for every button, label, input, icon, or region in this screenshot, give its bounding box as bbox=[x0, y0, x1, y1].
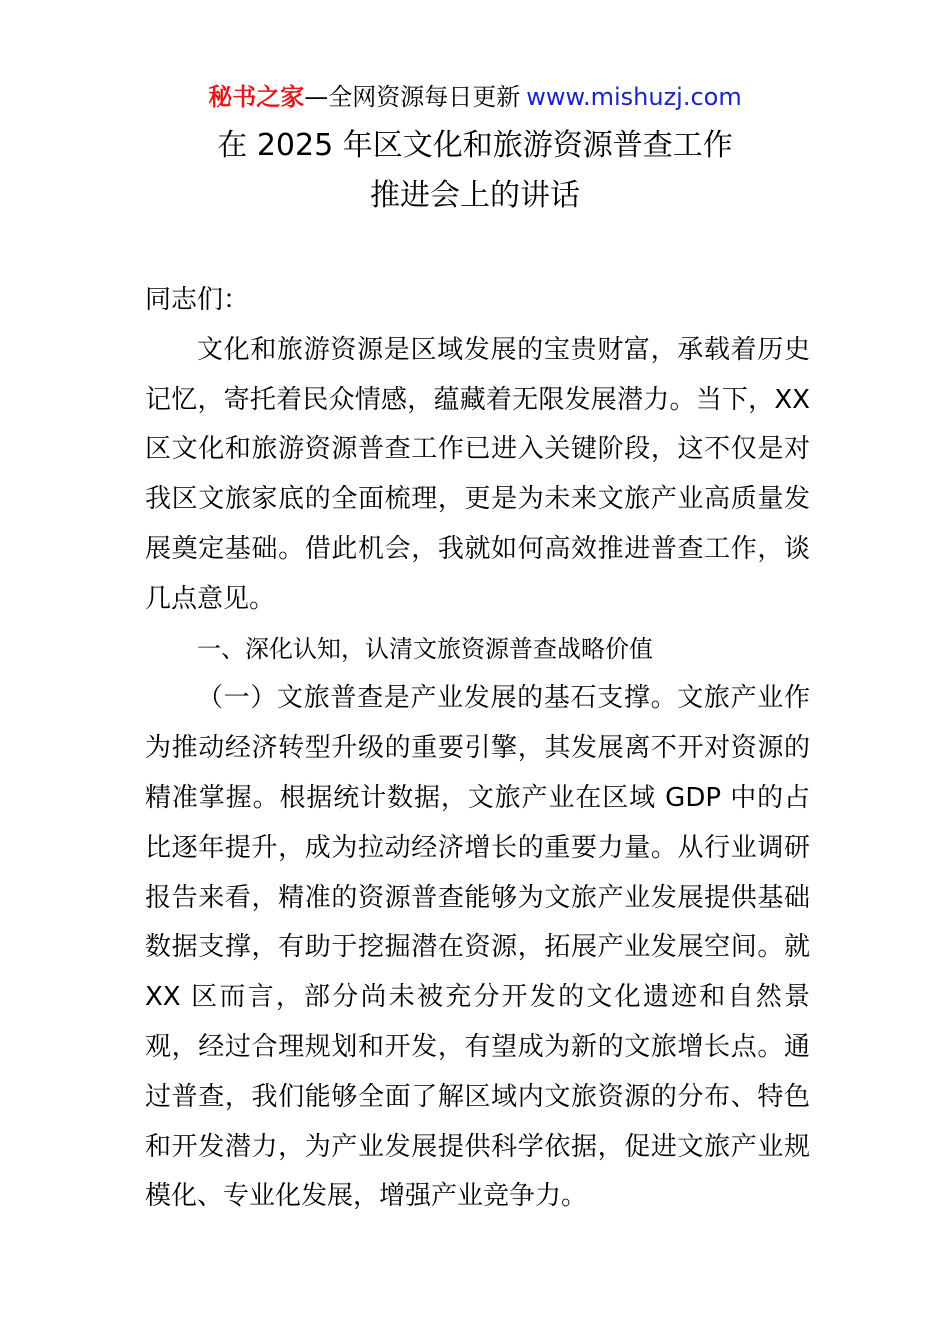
subsection-text: 文旅产业作为推动经济转型升级的重要引擎，其发展离不开对资源的精准掌握。根据统计数据，文旅产业在区域 GDP 中的占比逐年提升，成为拉动经济增长的重要力量。从行业调研报告来看，精准的资源普查能够为文旅产业发展提供基础数据支撑，有助于挖掘潜在资源，拓展产业发展空间。就 XX 区而言，部分尚未被充分开发的文化遗迹和自然景观，经过合理规划和开发，有望成为新的文旅增长点。通过普查，我们能够全面了解区域内文旅资源的分布、特色和开发潜力，为产业发展提供科学依据，促进文旅产业规模化、专业化发展，增强产业竞争力。 bbox=[145, 683, 810, 1212]
intro-paragraph: 文化和旅游资源是区域发展的宝贵财富，承载着历史记忆，寄托着民众情感，蕴藏着无限发展潜力。当下，XX区文化和旅游资源普查工作已进入关键阶段，这不仅是对我区文旅家底的全面梳理，更是为未来文旅产业高质量发展奠定基础。借此机会，我就如何高效推进普查工作，谈几点意见。 bbox=[145, 334, 810, 614]
document-title-line-1: 在 2025 年区文化和旅游资源普查工作 bbox=[217, 128, 733, 163]
subsection-lead: （一）文旅普查是产业发展的基石支撑。 bbox=[197, 683, 678, 714]
document-title-line-2: 推进会上的讲话 bbox=[370, 178, 580, 213]
brand-name: 秘书之家 bbox=[208, 83, 305, 111]
header-tagline: —全网资源每日更新 bbox=[304, 83, 521, 111]
subsection-paragraph bbox=[145, 674, 810, 1222]
document-body bbox=[145, 276, 810, 1222]
section-heading: 一、深化认知，认清文旅资源普查战略价值 bbox=[197, 634, 653, 663]
site-header bbox=[0, 80, 950, 114]
site-url[interactable]: www.mishuzj.com bbox=[526, 83, 742, 111]
salutation: 同志们： bbox=[145, 285, 250, 315]
